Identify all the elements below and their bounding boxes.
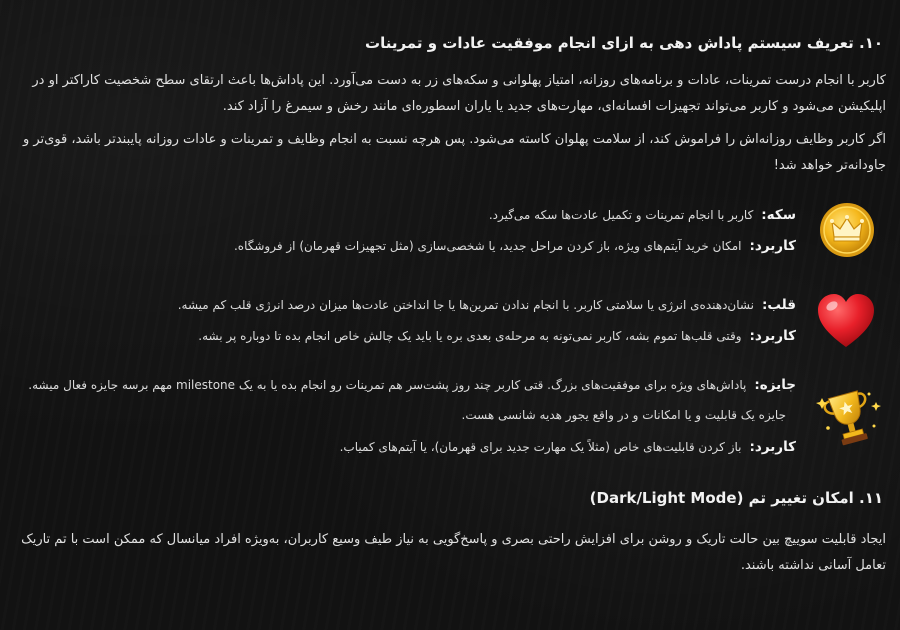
heart-description: نشان‌دهنده‌ی انرژی یا سلامتی کاربر. با انجام ندادن تمرین‌ها یا جا انداختن عادت‌ها میزان درصد انرژی قلب کم میشه. — [177, 298, 754, 312]
crown-coin-icon — [819, 202, 875, 258]
coin-description-row — [489, 207, 796, 223]
section-10-paragraph-1: کاربر با انجام درست تمرینات، عادات و برنامه‌های روزانه، امتیاز پهلوانی و سکه‌های زر به دست می‌آورد. این پاداش‌ها باعث ارتقای سطح شخصیت کاراکتر او در اپلیکیشن می‌شود و کاربر می‌تواند تجهیزات افسانه‌ای، مهارت‌های جدید یا یاران اسطوره‌ای مانند رخش و سیمرغ را آزاد کند. — [32, 73, 886, 114]
heart-icon — [816, 292, 876, 350]
prize-label: جایزه: — [754, 377, 796, 393]
prize-usage: باز کردن قابلیت‌های خاص (مثلاً یک مهارت جدید برای قهرمان)، یا آیتم‌های کمیاب. — [339, 440, 742, 454]
heart-usage-row — [198, 328, 796, 344]
prize-usage-row — [340, 439, 796, 455]
prize-usage-label: کاربرد: — [749, 439, 796, 455]
heart-usage-label: کاربرد: — [749, 328, 796, 344]
coin-description: کاربر با انجام تمرینات و تکمیل عادت‌ها سکه می‌گیرد. — [488, 208, 754, 222]
coin-usage-row — [234, 238, 796, 254]
prize-description-row — [28, 377, 796, 393]
heart-label: قلب: — [761, 297, 796, 313]
heart-description-row — [178, 297, 796, 313]
coin-usage: امکان خرید آیتم‌های ویژه، باز کردن مراحل جدید، یا شخصی‌سازی (مثل تجهیزات قهرمان) از فروشگاه. — [233, 239, 742, 253]
section-10-paragraph-2: اگر کاربر وظایف روزانه‌اش را فراموش کند، از سلامت پهلوان کاسته می‌شود. پس هرچه نسبت به انجام وظایف و تمرینات و عادات روزانه پایبندتر باشد، قوی‌تر و جاودانه‌تر خواهد شد! — [22, 132, 886, 173]
heart-usage: وقتی قلب‌ها تموم بشه، کاربر نمی‌تونه به مرحله‌ی بعدی بره یا باید یک چالش خاص انجام بده تا دوباره پر بشه. — [198, 329, 742, 343]
coin-label: سکه: — [761, 207, 796, 223]
coin-usage-label: کاربرد: — [749, 238, 796, 254]
section-11-paragraph: ایجاد قابلیت سوییچ بین حالت تاریک و روشن برای افزایش راحتی بصری و پاسخ‌گویی به نیاز طیف وسیع کاربران، به‌ویژه افراد میانسال که ممکن است با تم تاریک تعامل آسانی نداشته باشند. — [21, 532, 886, 573]
section-10-title: ۱۰. تعریف سیستم پاداش دهی به ازای انجام موفقیت عادات و تمرینات — [365, 34, 883, 52]
prize-description-extra: جایزه یک قابلیت و یا امکانات و در واقع یجور هدیه شانسی هست. — [461, 408, 786, 422]
section-11-title: ۱۱. امکان تغییر تم (Dark/Light Mode) — [589, 489, 883, 507]
prize-description: پاداش‌های ویژه برای موفقیت‌های بزرگ. قتی کاربر چند روز پشت‌سر هم تمرینات رو انجام بده یا به یک milestone مهم برسه جایزه فعال میشه. — [28, 378, 747, 392]
trophy-icon — [814, 388, 884, 450]
